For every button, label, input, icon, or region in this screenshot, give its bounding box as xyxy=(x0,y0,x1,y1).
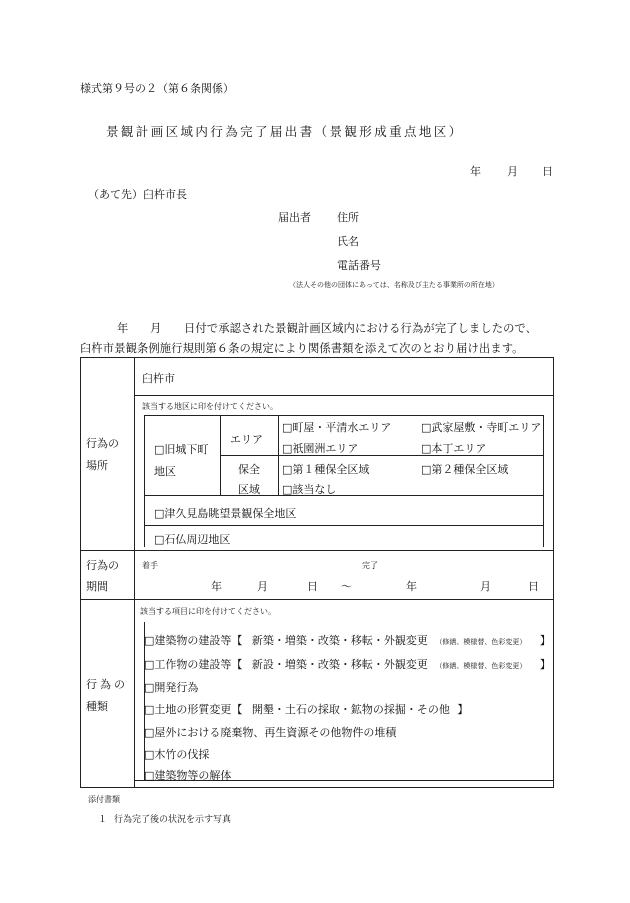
period-header-2: 期間 xyxy=(86,580,108,593)
type-structure-label: □工作物の建設等【 xyxy=(144,658,243,671)
corporate-note: （法人その他の団体にあっては、名称及び主たる事業所の所在地） xyxy=(289,281,499,289)
type-storage[interactable]: □屋外における廃棄物、再生資源その他物件の堆積 xyxy=(144,726,397,739)
period-start-month: 月 xyxy=(257,580,268,593)
district-sekibutsu-checkbox[interactable]: □石仏周辺地区 xyxy=(154,533,231,546)
conservation-option-2[interactable]: □第２種保全区域 xyxy=(421,463,509,476)
conservation-option-1[interactable]: □第１種保全区域 xyxy=(282,463,370,476)
location-header-1: 行為の xyxy=(86,437,119,450)
type-instruction: 該当する項目に印を付けてください。 xyxy=(140,607,276,616)
period-header-1: 行為の xyxy=(86,559,119,572)
intro-year: 年 xyxy=(117,322,129,335)
form-number: 様式第９号の２（第６条関係） xyxy=(80,82,234,95)
address-label: 住所 xyxy=(337,211,359,224)
conservation-label-1: 保全 xyxy=(238,463,260,476)
area-option-machiya[interactable]: □町屋・平清水エリア xyxy=(282,421,392,434)
attachments-heading: 添付書類 xyxy=(88,795,120,804)
conservation-label-2: 区域 xyxy=(238,483,260,496)
page-title: 景観計画区域内行為完了届出書（景観形成重点地区） xyxy=(106,124,464,139)
type-header-2: 種類 xyxy=(86,700,108,713)
period-start-year: 年 xyxy=(211,580,222,593)
type-building-label: □建築物の建設等【 xyxy=(144,634,243,647)
type-demolition[interactable]: □建築物等の解体 xyxy=(144,769,232,782)
type-building-row[interactable] xyxy=(144,632,551,648)
notification-table xyxy=(80,357,554,787)
phone-label: 電話番号 xyxy=(337,259,381,272)
area-option-honcho[interactable]: □本丁エリア xyxy=(421,442,487,455)
type-structure-close: 】 xyxy=(539,658,551,671)
date-year-label: 年 xyxy=(470,165,481,178)
type-land-label: □土地の形質変更【 xyxy=(144,703,243,716)
applicant-label: 届出者 xyxy=(278,211,311,224)
type-header-1: 行為の xyxy=(86,678,128,691)
date-day-label: 日 xyxy=(542,165,553,178)
area-option-bukeyashiki[interactable]: □武家屋敷・寺町エリア xyxy=(421,421,542,434)
intro-line-1: 日付で承認された景観計画区域内における行為が完了しましたので、 xyxy=(184,322,538,335)
area-option-gionsu[interactable]: □祇園洲エリア xyxy=(282,442,359,455)
type-building-detail: 新築・増築・改築・移転・外観変更 xyxy=(251,634,428,647)
period-end-label: 完了 xyxy=(362,561,378,570)
type-building-close: 】 xyxy=(539,634,551,647)
old-castle-district-label: 地区 xyxy=(154,465,176,478)
location-header-2: 場所 xyxy=(86,459,108,472)
type-structure-row[interactable] xyxy=(144,656,551,672)
intro-line-2: 臼杵市景観条例施行規則第６条の規定により関係書類を添えて次のとおり届け出ます。 xyxy=(80,342,524,355)
attachment-1-number: １ xyxy=(98,815,108,825)
district-tsukumi-checkbox[interactable]: □津久見島眺望景観保全地区 xyxy=(154,507,297,520)
type-building-note: （修繕、模様替、色彩変更） xyxy=(435,638,527,646)
type-land-row[interactable] xyxy=(144,701,468,717)
period-end-day: 日 xyxy=(528,580,539,593)
location-city: 臼杵市 xyxy=(142,372,175,385)
type-logging[interactable]: □木竹の伐採 xyxy=(144,748,210,761)
name-label: 氏名 xyxy=(337,235,359,248)
location-instruction: 該当する地区に印を付けてください。 xyxy=(142,402,278,411)
intro-month: 月 xyxy=(150,322,162,335)
old-castle-checkbox-label[interactable]: □旧城下町 xyxy=(154,443,209,456)
period-end-year: 年 xyxy=(406,580,417,593)
period-start-day: 日 xyxy=(307,580,318,593)
period-tilde: ～ xyxy=(341,580,352,593)
type-land-detail: 開墾・土石の採取・鉱物の採掘・その他 xyxy=(251,703,450,716)
conservation-option-none[interactable]: □該当なし xyxy=(282,483,337,496)
period-start-label: 着手 xyxy=(142,561,158,570)
date-month-label: 月 xyxy=(507,165,518,178)
addressee: （あて先）臼杵市長 xyxy=(88,188,187,201)
area-label: エリア xyxy=(230,433,263,446)
period-end-month: 月 xyxy=(480,580,491,593)
type-structure-detail: 新設・増築・改築・移転・外観変更 xyxy=(251,658,428,671)
type-development[interactable]: □開発行為 xyxy=(144,681,199,694)
type-land-close: 】 xyxy=(457,703,469,716)
type-structure-note: （修繕、模様替、色彩変更） xyxy=(435,662,527,670)
attachment-1-text: 行為完了後の状況を示す写真 xyxy=(114,815,232,825)
